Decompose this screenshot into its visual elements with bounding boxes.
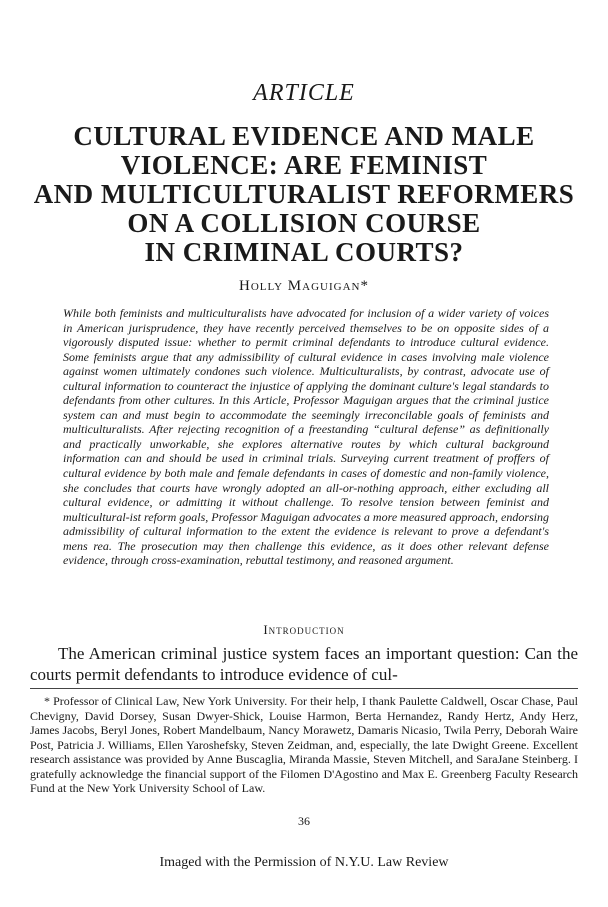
article-title: [30, 122, 578, 267]
footnote-divider: [30, 688, 578, 689]
permission-line: Imaged with the Permission of N.Y.U. Law Review: [159, 855, 449, 870]
title-line: IN CRIMINAL COURTS?: [144, 237, 464, 267]
author-name: Holly Maguigan*: [239, 278, 369, 294]
title-line: AND MULTICULTURALIST REFORMERS: [33, 179, 575, 209]
title-line: CULTURAL EVIDENCE AND MALE: [73, 121, 535, 151]
title-line: ON A COLLISION COURSE: [127, 208, 481, 238]
article-label: ARTICLE: [253, 80, 355, 106]
page-number: 36: [298, 814, 310, 828]
footnote: * Professor of Clinical Law, New York University. For their help, I thank Paulette Caldwell, Oscar Chase, Paul Chevigny, David Dorsey, Susan Dwyer-Shick, Louise Harmon, Berta Hernandez, Randy Hertz, Andy Herz, James Jacobs, Beryl Jones, Robert Mandelbaum, Nancy Morawetz, Damaris Nicasio, Twila Perry, Deborah Waire Post, Patricia J. Williams, Ellen Yaroshefsky, Steven Zeidman, and, especially, the late Dwight Greene. Excellent research assistance was provided by Anne Buscaglia, Miranda Massie, Steven Mitchell, and SaraJane Steinberg. I gratefully acknowledge the financial support of the Filomen D'Agostino and Max E. Greenberg Faculty Research Fund at the New York University School of Law.: [30, 694, 578, 795]
intro-paragraph: The American criminal justice system faces an important question: Can the courts permit defendants to introduce evidence of cul-: [30, 644, 578, 684]
title-line: VIOLENCE: ARE FEMINIST: [120, 150, 488, 180]
section-heading: Introduction: [263, 622, 345, 637]
abstract: While both feminists and multiculturalists have advocated for inclusion of a wider variety of voices in American jurisprudence, they have recently perceived themselves to be on opposite sides of a vigorously disputed issue: whether to permit criminal defendants to introduce cultural evidence. Some feminists argue that any admissibility of cultural evidence in cases involving male violence against women ultimately condones such violence. Multiculturalists, by contrast, advocate use of cultural information to counteract the injustice of applying the dominant culture's legal standards to defendants from other cultures. In this Article, Professor Maguigan argues that the criminal justice system can and must begin to accommodate the seemingly irreconcilable goals of feminists and multiculturalists. After rejecting recognition of a freestanding “cultural defense” as definitionally and practically unworkable, she explores alternative routes by which cultural background information can and should be used in criminal trials. Surveying current treatment of proffers of cultural evidence by both male and female defendants in cases of domestic and non-family violence, she concludes that courts have wrongly adopted an all-or-nothing approach, either excluding all cultural evidence, or admitting it without challenge. To resolve tension between feminist and multicultural-ist reform goals, Professor Maguigan advocates a more measured approach, endorsing admissibility of cultural information to the extent the evidence is relevant to prove a defendant's mens rea. The prosecution may then challenge this evidence, as it does other relevant defense evidence, through cross-examination, rebuttal testimony, and reasoned argument.: [63, 306, 549, 568]
